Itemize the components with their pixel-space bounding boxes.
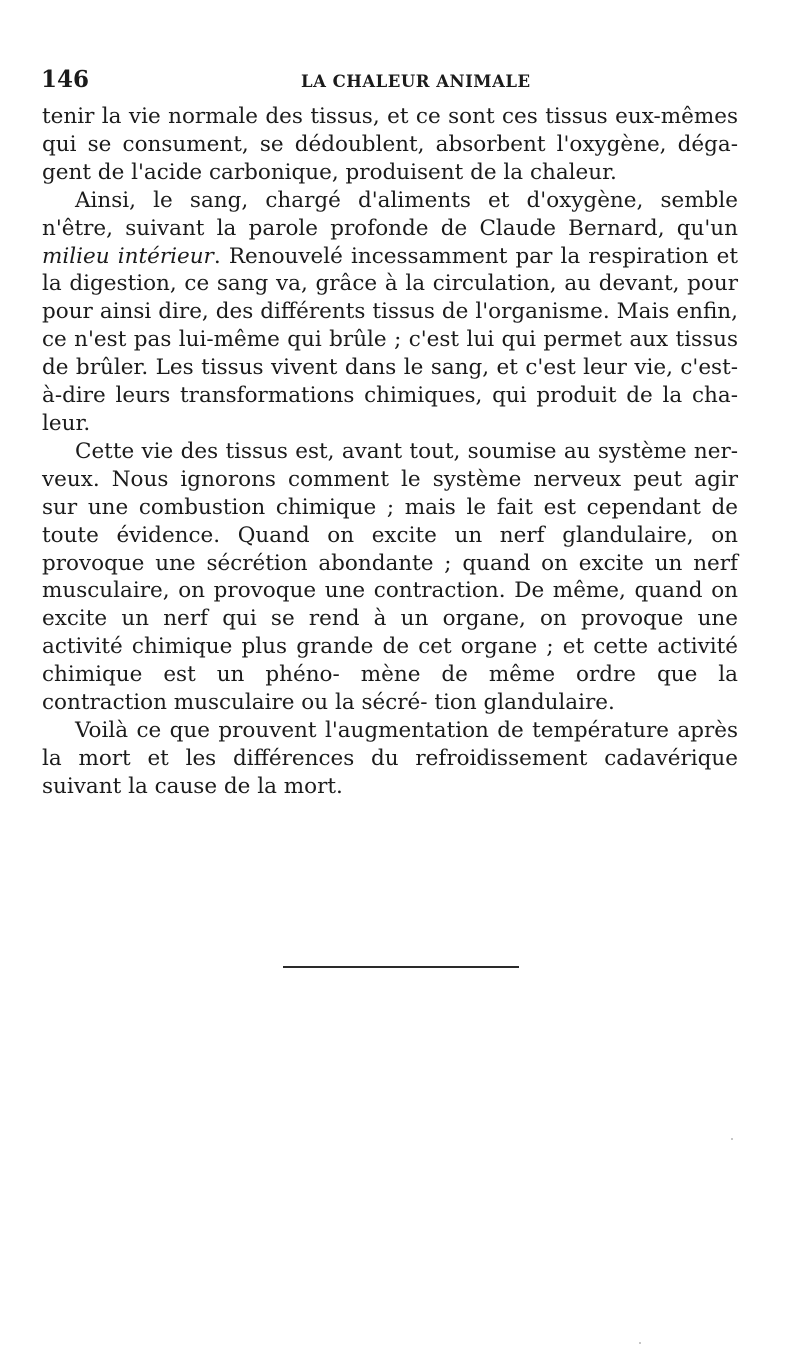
italic-term: milieu — [42, 243, 110, 269]
text-line: de brûler. Les tissus vivent dans le sang, et c'est leur vie, c'est- — [42, 355, 738, 381]
paragraph-4 — [42, 717, 738, 801]
text-line: la cause de la mort. — [128, 773, 343, 799]
text-line: tion glandulaire. — [434, 690, 615, 716]
text-line: Voilà ce que prouvent l'augmentation de température après — [75, 717, 738, 743]
page-header — [41, 66, 741, 96]
running-title: LA CHALEUR ANIMALE — [301, 72, 531, 91]
text-line: veux. Nous ignorons comment le système nerveux peut agir sur — [42, 466, 738, 520]
text-line: la mort et les différences du refroidissement cadavérique suivant — [42, 745, 738, 799]
text-line: pour ainsi dire, des différents tissus de l'organisme. Mais enfin, — [42, 299, 738, 325]
text-line: à-dire leurs transformations chimiques, qui produit de la cha- — [42, 383, 738, 409]
text-line: Cette vie des tissus est, avant tout, soumise au système ner- — [75, 438, 738, 464]
text-line: gent de l'acide carbonique, produisent de la chaleur. — [42, 159, 617, 185]
text-line: tenir la vie normale des tissus, et ce sont ces tissus eux-mêmes — [42, 104, 738, 129]
body-text — [42, 103, 738, 801]
page-number: 146 — [41, 66, 90, 93]
text-line: qui se rend à un organe, on provoque une activité chimique plus — [42, 606, 738, 660]
paragraph-3 — [42, 438, 738, 717]
text-line: évidence. Quand on excite un nerf glandulaire, on provoque une — [42, 522, 738, 576]
text-line: suivant la parole profonde de Claude Bernard, qu'un — [125, 215, 738, 241]
text-line: une combustion chimique ; mais le fait est cependant de toute — [42, 494, 738, 548]
paragraph-2 — [42, 187, 738, 438]
paper-speck — [731, 1138, 733, 1140]
text-line: provoque une contraction. De même, quand on excite un nerf — [42, 578, 738, 632]
text-line: digestion, ce sang va, grâce à la circulation, au devant, pour — [69, 271, 738, 297]
text-line: grande de cet organe ; et cette activité chimique est un phéno- — [42, 634, 739, 688]
text-line: leur. — [42, 410, 91, 436]
paper-speck — [639, 1342, 641, 1344]
text-line: Ainsi, le sang, chargé d'aliments et d'oxygène, semble n'être, — [42, 187, 738, 241]
italic-term: intérieur — [117, 243, 214, 269]
text-line: qui se consument, se dédoublent, absorbent l'oxygène, déga- — [42, 131, 738, 157]
text-line: ce n'est pas lui-même qui brûle ; c'est lui qui permet aux tissus — [42, 327, 738, 353]
paragraph-1 — [42, 103, 738, 187]
text-line: . Renouvelé incessamment par la respiration et la — [42, 243, 738, 297]
text-line: mène de même ordre que la contraction musculaire ou la sécré- — [42, 662, 739, 716]
end-rule-divider — [283, 966, 519, 968]
text-line: sécrétion abondante ; quand on excite un nerf musculaire, on — [42, 550, 738, 604]
